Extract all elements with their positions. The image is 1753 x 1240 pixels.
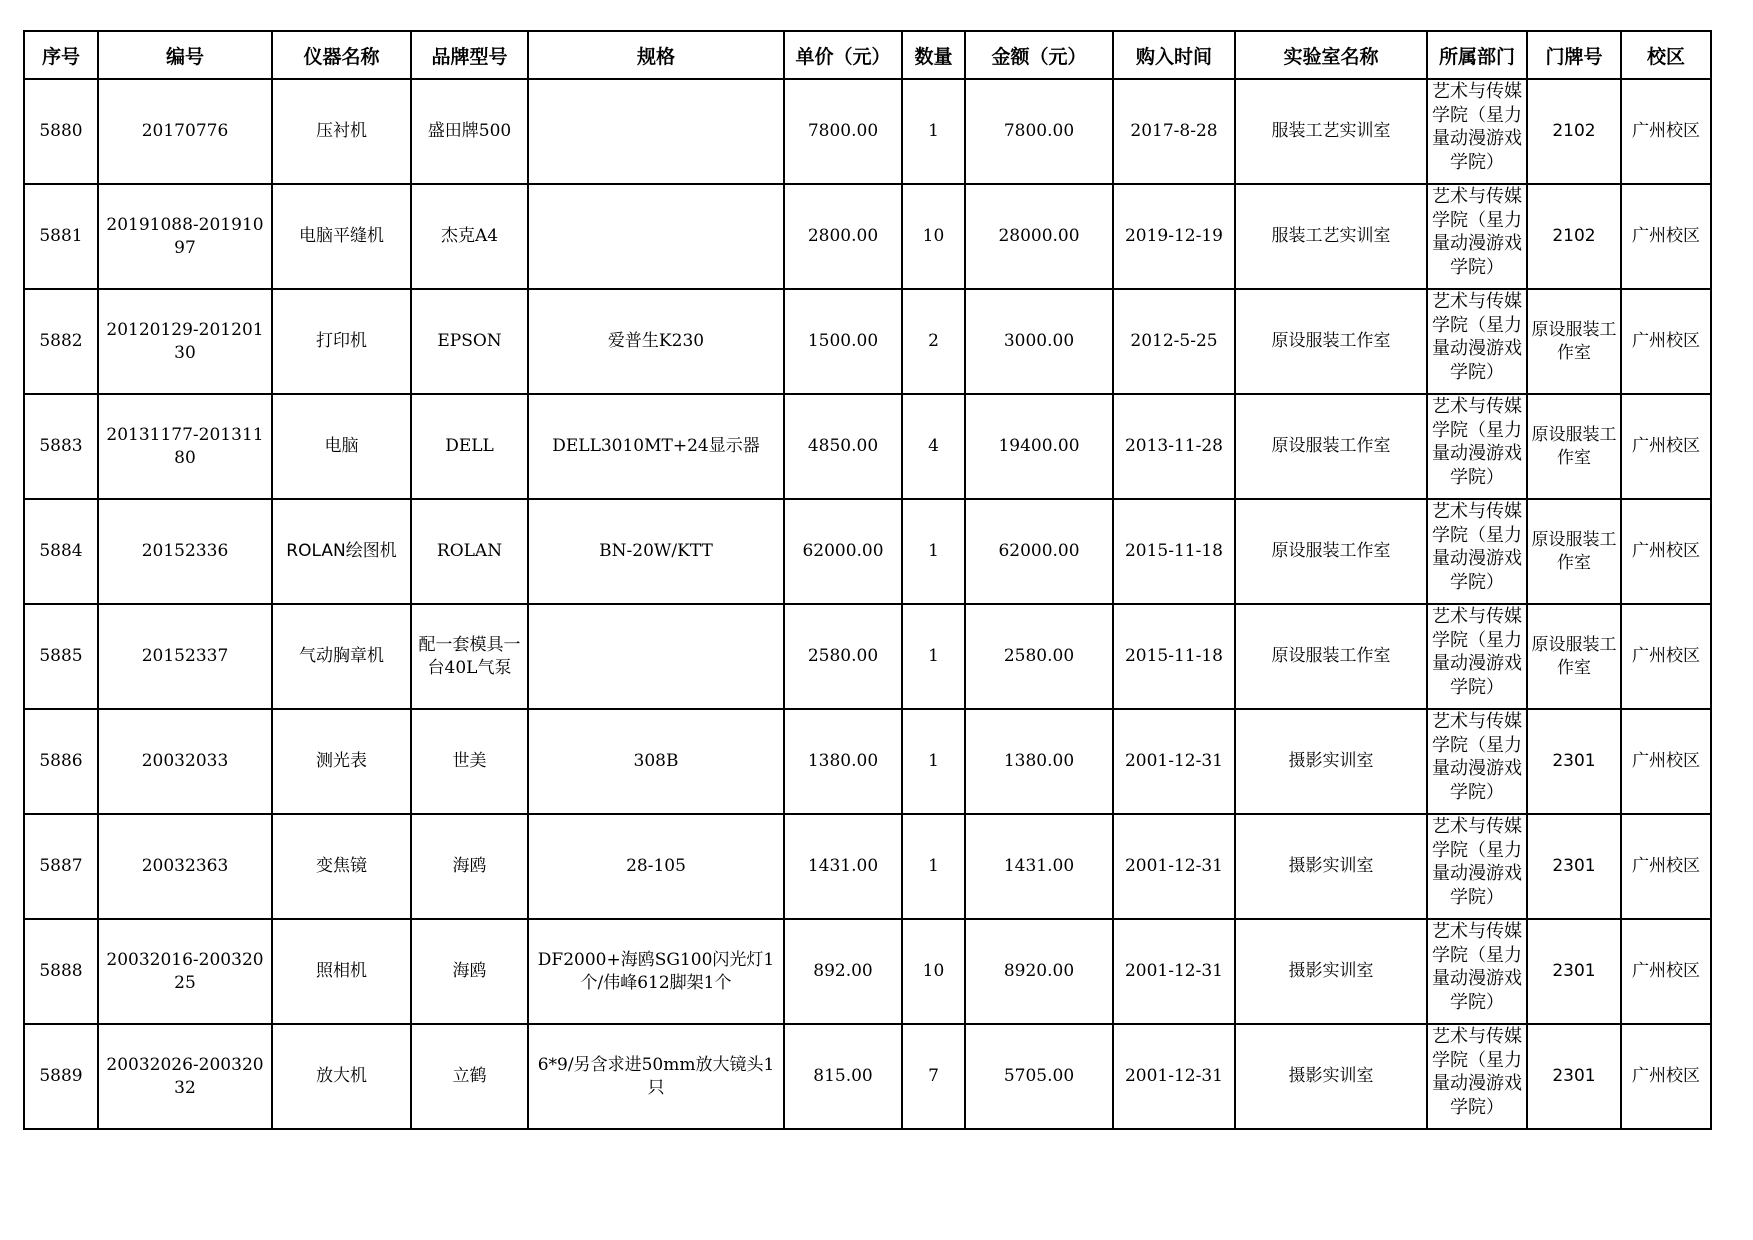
- cell-amount: 8920.00: [965, 919, 1113, 1024]
- cell-lab: 摄影实训室: [1235, 919, 1427, 1024]
- cell-dept: [1427, 499, 1527, 604]
- cell-name: ROLAN绘图机: [272, 499, 411, 604]
- cell-code: 20032026-20032032: [98, 1024, 272, 1129]
- cell-seq: 5880: [24, 79, 98, 184]
- cell-brand: 海鸥: [411, 919, 528, 1024]
- table-row: [24, 1024, 1711, 1129]
- cell-qty: 10: [902, 184, 965, 289]
- cell-lab: 原设服装工作室: [1235, 289, 1427, 394]
- cell-name: 气动胸章机: [272, 604, 411, 709]
- cell-name: 照相机: [272, 919, 411, 1024]
- cell-dept: [1427, 394, 1527, 499]
- cell-seq: 5883: [24, 394, 98, 499]
- header-campus: 校区: [1621, 31, 1711, 79]
- cell-code: 20032016-20032025: [98, 919, 272, 1024]
- cell-date: 2001-12-31: [1113, 709, 1235, 814]
- cell-spec: 爱普生K230: [528, 289, 784, 394]
- cell-date: 2015-11-18: [1113, 604, 1235, 709]
- cell-spec: BN-20W/KTT: [528, 499, 784, 604]
- cell-spec: DF2000+海鸥SG100闪光灯1个/伟峰612脚架1个: [528, 919, 784, 1024]
- cell-price: 2800.00: [784, 184, 902, 289]
- cell-seq: 5885: [24, 604, 98, 709]
- cell-amount: 1380.00: [965, 709, 1113, 814]
- cell-dept: [1427, 919, 1527, 1024]
- cell-lab: 原设服装工作室: [1235, 604, 1427, 709]
- cell-price: 7800.00: [784, 79, 902, 184]
- cell-seq: 5887: [24, 814, 98, 919]
- cell-campus: 广州校区: [1621, 499, 1711, 604]
- cell-code: 20131177-20131180: [98, 394, 272, 499]
- cell-room: 2301: [1527, 709, 1621, 814]
- dept-text: 艺术与传媒学院（星力量动漫游戏学院）: [1432, 606, 1522, 698]
- cell-seq: 5886: [24, 709, 98, 814]
- cell-seq: 5882: [24, 289, 98, 394]
- dept-text: 艺术与传媒学院（星力量动漫游戏学院）: [1432, 501, 1522, 593]
- table-row: [24, 709, 1711, 814]
- cell-code: 20191088-20191097: [98, 184, 272, 289]
- header-amount: 金额（元）: [965, 31, 1113, 79]
- cell-price: 2580.00: [784, 604, 902, 709]
- cell-code: 20152337: [98, 604, 272, 709]
- cell-price: 892.00: [784, 919, 902, 1024]
- cell-name: 压衬机: [272, 79, 411, 184]
- cell-room: 原设服装工作室: [1527, 289, 1621, 394]
- cell-brand: 立鹤: [411, 1024, 528, 1129]
- header-date: 购入时间: [1113, 31, 1235, 79]
- cell-lab: 服装工艺实训室: [1235, 79, 1427, 184]
- cell-room: 2102: [1527, 184, 1621, 289]
- cell-price: 62000.00: [784, 499, 902, 604]
- cell-lab: 摄影实训室: [1235, 709, 1427, 814]
- dept-text: 艺术与传媒学院（星力量动漫游戏学院）: [1432, 186, 1522, 278]
- table-row: [24, 499, 1711, 604]
- cell-seq: 5884: [24, 499, 98, 604]
- cell-campus: 广州校区: [1621, 709, 1711, 814]
- cell-room: 2301: [1527, 814, 1621, 919]
- header-seq: 序号: [24, 31, 98, 79]
- cell-amount: 3000.00: [965, 289, 1113, 394]
- dept-text: 艺术与传媒学院（星力量动漫游戏学院）: [1432, 711, 1522, 803]
- cell-room: 2102: [1527, 79, 1621, 184]
- cell-dept: [1427, 814, 1527, 919]
- cell-name: 电脑平缝机: [272, 184, 411, 289]
- cell-seq: 5881: [24, 184, 98, 289]
- cell-room: 2301: [1527, 1024, 1621, 1129]
- cell-campus: 广州校区: [1621, 184, 1711, 289]
- cell-name: 电脑: [272, 394, 411, 499]
- cell-spec: 28-105: [528, 814, 784, 919]
- cell-campus: 广州校区: [1621, 814, 1711, 919]
- table-row: [24, 919, 1711, 1024]
- cell-date: 2017-8-28: [1113, 79, 1235, 184]
- cell-code: 20152336: [98, 499, 272, 604]
- cell-name: 测光表: [272, 709, 411, 814]
- cell-lab: 原设服装工作室: [1235, 394, 1427, 499]
- cell-price: 1500.00: [784, 289, 902, 394]
- table-row: [24, 394, 1711, 499]
- cell-brand: 配一套模具一台40L气泵: [411, 604, 528, 709]
- cell-code: 20120129-20120130: [98, 289, 272, 394]
- cell-name: 变焦镜: [272, 814, 411, 919]
- cell-lab: 摄影实训室: [1235, 814, 1427, 919]
- cell-campus: 广州校区: [1621, 394, 1711, 499]
- cell-qty: 1: [902, 499, 965, 604]
- header-lab: 实验室名称: [1235, 31, 1427, 79]
- cell-date: 2001-12-31: [1113, 919, 1235, 1024]
- dept-text: 艺术与传媒学院（星力量动漫游戏学院）: [1432, 1026, 1522, 1118]
- table-row: [24, 604, 1711, 709]
- cell-spec: 308B: [528, 709, 784, 814]
- table-row: [24, 289, 1711, 394]
- header-code: 编号: [98, 31, 272, 79]
- cell-lab: 服装工艺实训室: [1235, 184, 1427, 289]
- cell-brand: EPSON: [411, 289, 528, 394]
- cell-campus: 广州校区: [1621, 289, 1711, 394]
- cell-date: 2012-5-25: [1113, 289, 1235, 394]
- cell-date: 2001-12-31: [1113, 814, 1235, 919]
- header-brand: 品牌型号: [411, 31, 528, 79]
- cell-price: 4850.00: [784, 394, 902, 499]
- cell-amount: 7800.00: [965, 79, 1113, 184]
- cell-qty: 10: [902, 919, 965, 1024]
- cell-amount: 1431.00: [965, 814, 1113, 919]
- cell-spec: DELL3010MT+24显示器: [528, 394, 784, 499]
- cell-room: 原设服装工作室: [1527, 394, 1621, 499]
- cell-qty: 1: [902, 604, 965, 709]
- table-row: [24, 814, 1711, 919]
- cell-price: 1431.00: [784, 814, 902, 919]
- cell-qty: 1: [902, 79, 965, 184]
- cell-lab: 摄影实训室: [1235, 1024, 1427, 1129]
- table-row: [24, 79, 1711, 184]
- cell-campus: 广州校区: [1621, 79, 1711, 184]
- cell-name: 放大机: [272, 1024, 411, 1129]
- cell-campus: 广州校区: [1621, 1024, 1711, 1129]
- cell-amount: 19400.00: [965, 394, 1113, 499]
- cell-spec: [528, 604, 784, 709]
- header-name: 仪器名称: [272, 31, 411, 79]
- header-dept: 所属部门: [1427, 31, 1527, 79]
- cell-brand: DELL: [411, 394, 528, 499]
- cell-dept: [1427, 709, 1527, 814]
- cell-price: 1380.00: [784, 709, 902, 814]
- table-row: [24, 184, 1711, 289]
- cell-amount: 28000.00: [965, 184, 1113, 289]
- dept-text: 艺术与传媒学院（星力量动漫游戏学院）: [1432, 921, 1522, 1013]
- cell-seq: 5888: [24, 919, 98, 1024]
- cell-qty: 7: [902, 1024, 965, 1129]
- dept-text: 艺术与传媒学院（星力量动漫游戏学院）: [1432, 396, 1522, 488]
- cell-seq: 5889: [24, 1024, 98, 1129]
- cell-campus: 广州校区: [1621, 604, 1711, 709]
- cell-room: 2301: [1527, 919, 1621, 1024]
- cell-price: 815.00: [784, 1024, 902, 1129]
- cell-spec: [528, 79, 784, 184]
- cell-spec: 6*9/另含求进50mm放大镜头1只: [528, 1024, 784, 1129]
- cell-dept: [1427, 1024, 1527, 1129]
- equipment-table: [23, 30, 1712, 1130]
- dept-text: 艺术与传媒学院（星力量动漫游戏学院）: [1432, 81, 1522, 173]
- cell-qty: 1: [902, 709, 965, 814]
- cell-brand: 盛田牌500: [411, 79, 528, 184]
- cell-dept: [1427, 289, 1527, 394]
- cell-date: 2013-11-28: [1113, 394, 1235, 499]
- cell-date: 2015-11-18: [1113, 499, 1235, 604]
- cell-qty: 1: [902, 814, 965, 919]
- cell-amount: 62000.00: [965, 499, 1113, 604]
- cell-brand: 世美: [411, 709, 528, 814]
- cell-room: 原设服装工作室: [1527, 499, 1621, 604]
- cell-qty: 2: [902, 289, 965, 394]
- header-price: 单价（元）: [784, 31, 902, 79]
- cell-qty: 4: [902, 394, 965, 499]
- cell-name: 打印机: [272, 289, 411, 394]
- cell-date: 2001-12-31: [1113, 1024, 1235, 1129]
- cell-dept: [1427, 79, 1527, 184]
- header-qty: 数量: [902, 31, 965, 79]
- header-spec: 规格: [528, 31, 784, 79]
- cell-code: 20032363: [98, 814, 272, 919]
- cell-amount: 2580.00: [965, 604, 1113, 709]
- dept-text: 艺术与传媒学院（星力量动漫游戏学院）: [1432, 291, 1522, 383]
- cell-dept: [1427, 184, 1527, 289]
- cell-brand: 杰克A4: [411, 184, 528, 289]
- cell-code: 20170776: [98, 79, 272, 184]
- cell-date: 2019-12-19: [1113, 184, 1235, 289]
- dept-text: 艺术与传媒学院（星力量动漫游戏学院）: [1432, 816, 1522, 908]
- cell-lab: 原设服装工作室: [1235, 499, 1427, 604]
- cell-dept: [1427, 604, 1527, 709]
- cell-amount: 5705.00: [965, 1024, 1113, 1129]
- cell-code: 20032033: [98, 709, 272, 814]
- cell-brand: 海鸥: [411, 814, 528, 919]
- cell-campus: 广州校区: [1621, 919, 1711, 1024]
- cell-spec: [528, 184, 784, 289]
- cell-room: 原设服装工作室: [1527, 604, 1621, 709]
- header-room: 门牌号: [1527, 31, 1621, 79]
- cell-brand: ROLAN: [411, 499, 528, 604]
- header-row: [24, 31, 1711, 79]
